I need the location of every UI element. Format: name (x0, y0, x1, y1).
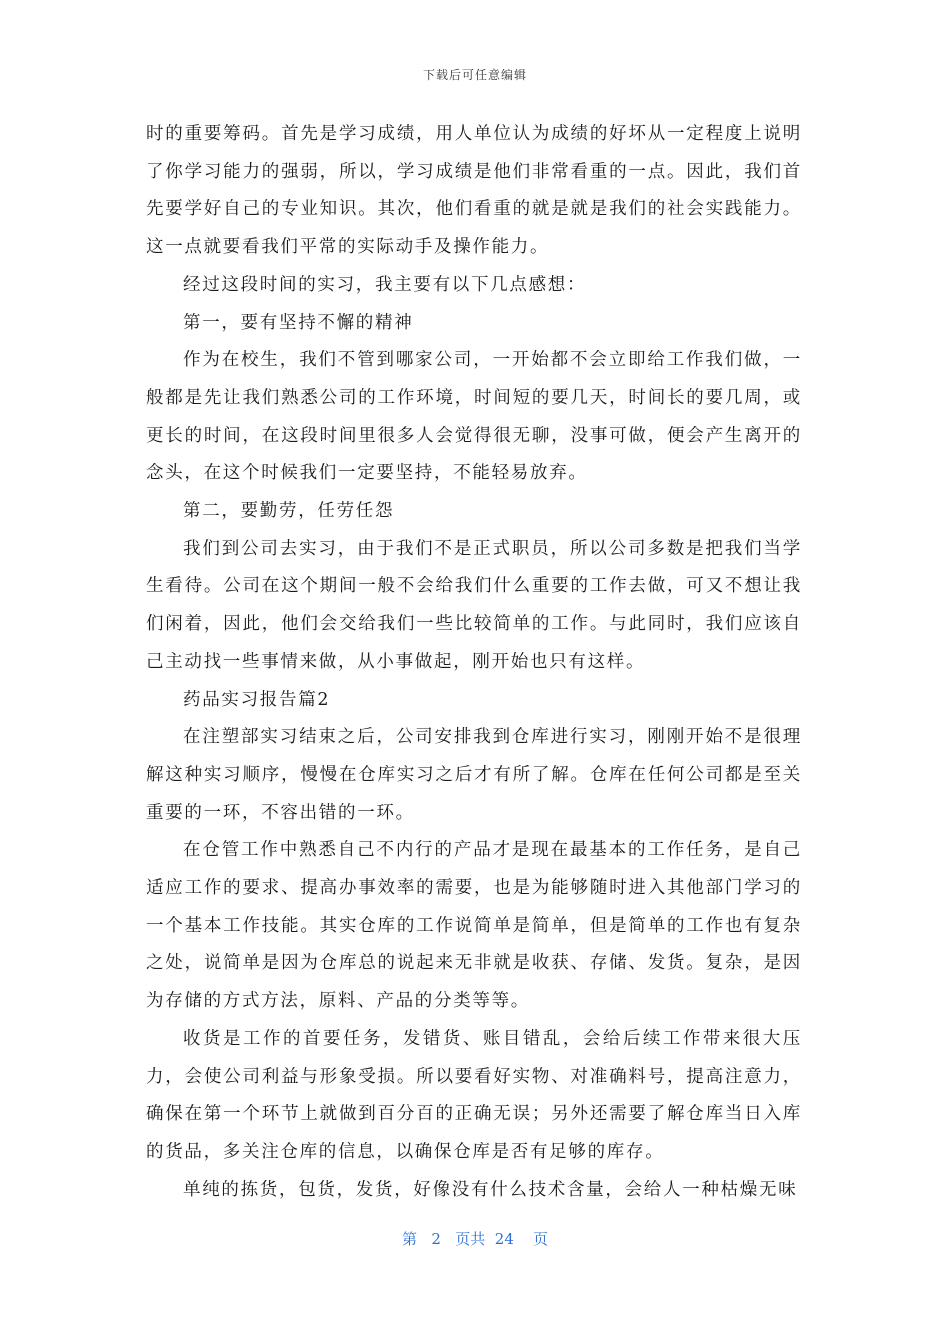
paragraph: 收货是工作的首要任务，发错货、账目错乱，会给后续工作带来很大压力，会使公司利益与形象受损。所以要看好实物、对准确料号，提高注意力，确保在第一个环节上就做到百分百的正确无误；另外还需要了解仓库当日入库的货品，多关注仓库的信息，以确保仓库是否有足够的库存。 (146, 1028, 802, 1162)
footer-label-end: 页 (532, 1230, 548, 1248)
footer-label-page: 第 (402, 1230, 418, 1248)
footer-current-page: 2 (431, 1230, 441, 1248)
footer-label-of: 页共 (455, 1230, 486, 1248)
paragraph: 单纯的拣货，包货，发货，好像没有什么技术含量，会给人一种枯燥无味 (183, 1179, 798, 1200)
footer-total-pages: 24 (494, 1230, 514, 1248)
paragraph: 在仓管工作中熟悉自己不内行的产品才是现在最基本的工作任务，是自己适应工作的要求、提高办事效率的需要，也是为能够随时进入其他部门学习的一个基本工作技能。其实仓库的工作说简单是简单，但是简单的工作也有复杂之处，说简单是因为仓库总的说起来无非就是收获、存储、发货。复杂，是因为存储的方式方法，原料、产品的分类等等。 (146, 840, 802, 1012)
paragraph: 作为在校生，我们不管到哪家公司，一开始都不会立即给工作我们做，一般都是先让我们熟悉公司的工作环境，时间短的要几天，时间长的要几周，或更长的时间，在这段时间里很多人会觉得很无聊，没事可做，便会产生离开的念头，在这个时候我们一定要坚持，不能轻易放弃。 (146, 350, 802, 484)
section-heading: 药品实习报告篇2 (183, 689, 331, 710)
document-body (146, 116, 802, 1209)
paragraph: 时的重要筹码。首先是学习成绩，用人单位认为成绩的好坏从一定程度上说明了你学习能力的强弱，所以，学习成绩是他们非常看重的一点。因此，我们首先要学好自己的专业知识。其次，他们看重的就是就是我们的社会实践能力。这一点就要看我们平常的实际动手及操作能力。 (146, 124, 802, 258)
section-heading: 第二，要勤劳，任劳任怨 (183, 501, 395, 522)
paragraph: 我们到公司去实习，由于我们不是正式职员，所以公司多数是把我们当学生看待。公司在这个期间一般不会给我们什么重要的工作去做，可又不想让我们闲着，因此，他们会交给我们一些比较简单的工作。与此同时，我们应该自己主动找一些事情来做，从小事做起，刚开始也只有这样。 (146, 538, 802, 672)
section-heading: 第一，要有坚持不懈的精神 (183, 312, 414, 333)
page-header: 下载后可任意编辑 (422, 68, 527, 82)
paragraph: 经过这段时间的实习，我主要有以下几点感想： (183, 274, 587, 295)
page-footer (0, 1228, 950, 1249)
paragraph: 在注塑部实习结束之后，公司安排我到仓库进行实习，刚刚开始不是很理解这种实习顺序，慢慢在仓库实习之后才有所了解。仓库在任何公司都是至关重要的一环，不容出错的一环。 (146, 727, 802, 823)
